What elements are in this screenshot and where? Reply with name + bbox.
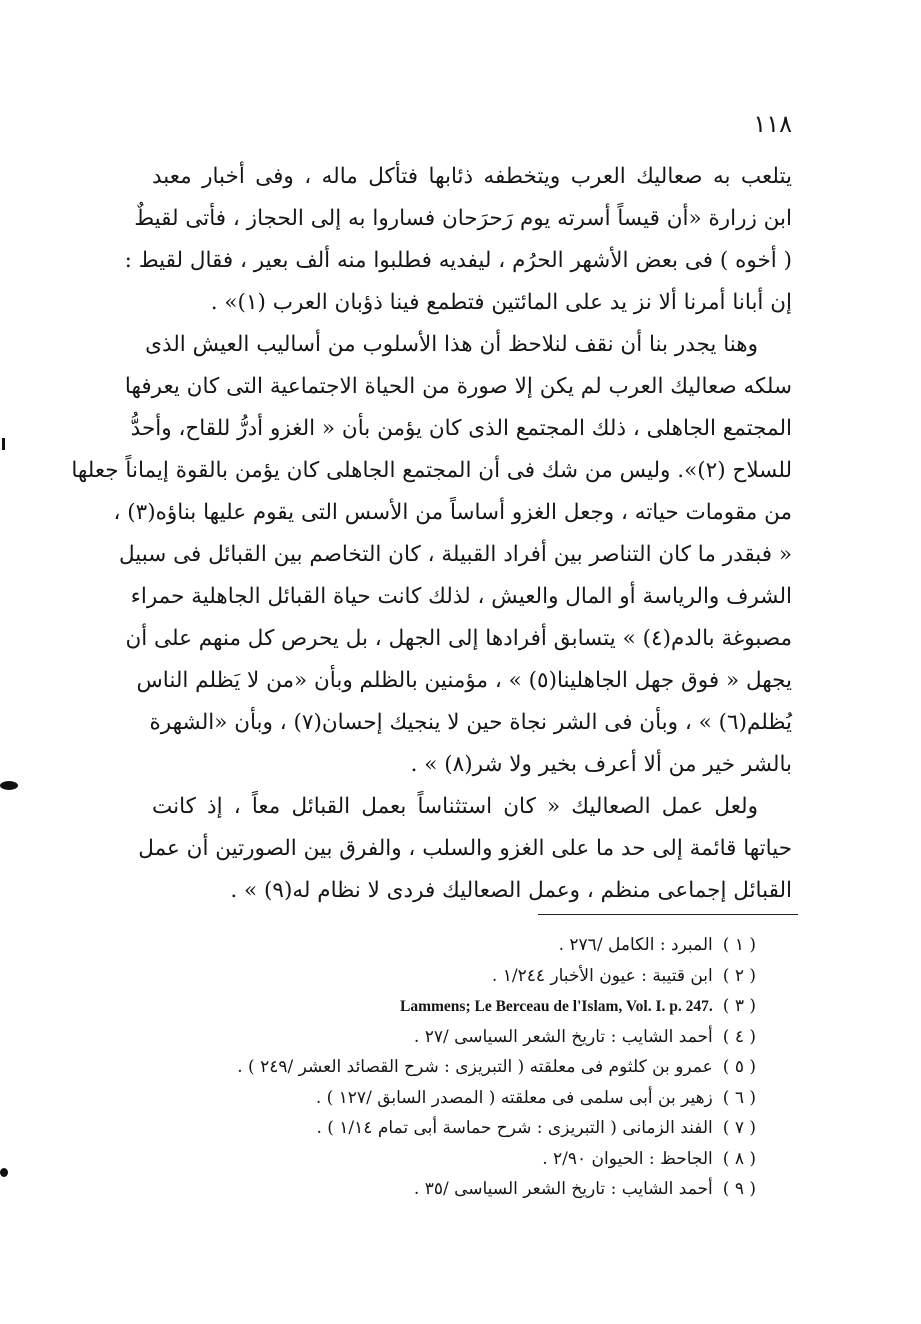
footnote-text: زهير بن أبى سلمى فى معلقته ( المصدر السابق /١٢٧ ) . bbox=[315, 1087, 713, 1108]
footnote-number: ( ٤ ) bbox=[722, 1026, 756, 1047]
footnote-text: الجاحظ : الحيوان ٢/٩٠ . bbox=[542, 1148, 713, 1169]
body-line: « فبقدر ما كان التناصر بين أفراد القبيلة ، كان التخاصم بين القبائل فى سبيل bbox=[118, 542, 792, 567]
footnote bbox=[190, 991, 756, 1022]
footnote bbox=[190, 1174, 756, 1205]
footnote-text: ابن قتيبة : عيون الأخبار ١/٢٤٤ . bbox=[491, 965, 713, 986]
footnote-number: ( ٣ ) bbox=[722, 996, 756, 1016]
body-line: بالشر خير من ألا أعرف بخير ولا شر(٨) » . bbox=[410, 752, 792, 777]
footnote-number: ( ٥ ) bbox=[722, 1057, 756, 1077]
body-line: ابن زرارة «أن قيساً أسرته يوم رَحرَحان فساروا به إلى الحجاز ، فأتى لقيطٌ bbox=[134, 206, 792, 231]
body-line: من مقومات حياته ، وجعل الغزو أساساً من الأسس التى يقوم عليها بناؤه(٣) ، bbox=[113, 500, 792, 525]
footnote-number: ( ٨ ) bbox=[722, 1148, 756, 1169]
body-line: إن أبانا أمرنا ألا نز يد على المائتين فتطمع فينا ذؤبان العرب (١)» . bbox=[210, 290, 792, 315]
body-line: يجهل « فوق جهل الجاهلينا(٥) » ، مؤمنين بالظلم وبأن «من لا يَظلم الناس bbox=[136, 668, 792, 693]
footnote-divider bbox=[538, 914, 798, 915]
footnote-text: المبرد : الكامل /٢٧٦ . bbox=[558, 935, 713, 955]
footnote bbox=[190, 1113, 756, 1144]
body-line: وهنا يجدر بنا أن نقف لنلاحظ أن هذا الأسلوب من أساليب العيش الذى bbox=[145, 332, 758, 357]
footnote bbox=[190, 1052, 756, 1083]
body-text bbox=[71, 156, 792, 912]
body-line: حياتها قائمة إلى حد ما على الغزو والسلب ، والفرق بين الصورتين أن عمل bbox=[138, 836, 792, 861]
footnote-number: ( ١ ) bbox=[722, 935, 756, 955]
body-line: ولعل عمل الصعاليك « كان استثناساً بعمل القبائل معاً ، إذ كانت bbox=[152, 794, 758, 819]
body-line: الشرف والرياسة أو المال والعيش ، لذلك كانت حياة القبائل الجاهلية حمراء bbox=[130, 584, 792, 609]
page-number: ١١٨ bbox=[753, 110, 792, 138]
footnote-number: ( ٦ ) bbox=[722, 1087, 756, 1108]
footnote-text: الفند الزمانى ( التبريزى : شرح حماسة أبى تمام ١/١٤ ) . bbox=[316, 1118, 713, 1138]
footnote bbox=[190, 961, 756, 992]
footnote-text: عمرو بن كلثوم فى معلقته ( التبريزى : شرح القصائد العشر /٢٤٩ ) . bbox=[237, 1057, 713, 1077]
footnote-number: ( ٩ ) bbox=[722, 1179, 756, 1199]
scan-speck bbox=[0, 1168, 8, 1177]
footnote bbox=[190, 1022, 756, 1053]
footnote-number: ( ٧ ) bbox=[722, 1118, 756, 1138]
scan-speck bbox=[2, 438, 5, 450]
footnote bbox=[190, 930, 756, 961]
body-line: القبائل إجماعى منظم ، وعمل الصعاليك فردى لا نظام له(٩) » . bbox=[230, 878, 792, 903]
footnote bbox=[190, 1144, 756, 1175]
body-line: ( أخوه ) فى بعض الأشهر الحرُم ، ليفديه فطلبوا منه ألف بعير ، فقال لقيط : bbox=[124, 248, 792, 273]
footnotes bbox=[190, 930, 756, 1205]
body-line: يُظلم(٦) » ، وبأن فى الشر نجاة حين لا ينجيك إحسان(٧) ، وبأن «الشهرة bbox=[149, 710, 792, 735]
footnote-number: ( ٢ ) bbox=[722, 965, 756, 986]
footnote-text: أحمد الشايب : تاريخ الشعر السياسى /٢٧ . bbox=[413, 1026, 713, 1047]
footnote bbox=[190, 1083, 756, 1114]
body-line: مصبوغة بالدم(٤) » يتسابق أفرادها إلى الجهل ، بل يحرص كل منهم على أن bbox=[125, 626, 792, 651]
footnote-text: Lammens; Le Berceau de l'Islam, Vol. I. p. 247. bbox=[400, 998, 713, 1015]
body-line: المجتمع الجاهلى ، ذلك المجتمع الذى كان يؤمن بأن « الغزو أدرُّ للقاح، وأحدُّ bbox=[130, 416, 792, 441]
footnote-text: أحمد الشايب : تاريخ الشعر السياسى /٣٥ . bbox=[413, 1179, 713, 1199]
scan-speck bbox=[0, 781, 18, 790]
body-line: للسلاح (٢)». وليس من شك فى أن المجتمع الجاهلى كان يؤمن بالقوة إيماناً جعلها bbox=[71, 458, 792, 483]
body-line: يتلعب به صعاليك العرب ويتخطفه ذئابها فتأكل ماله ، وفى أخبار معبد bbox=[152, 164, 792, 189]
body-line: سلكه صعاليك العرب لم يكن إلا صورة من الحياة الاجتماعية التى كان يعرفها bbox=[124, 374, 792, 399]
